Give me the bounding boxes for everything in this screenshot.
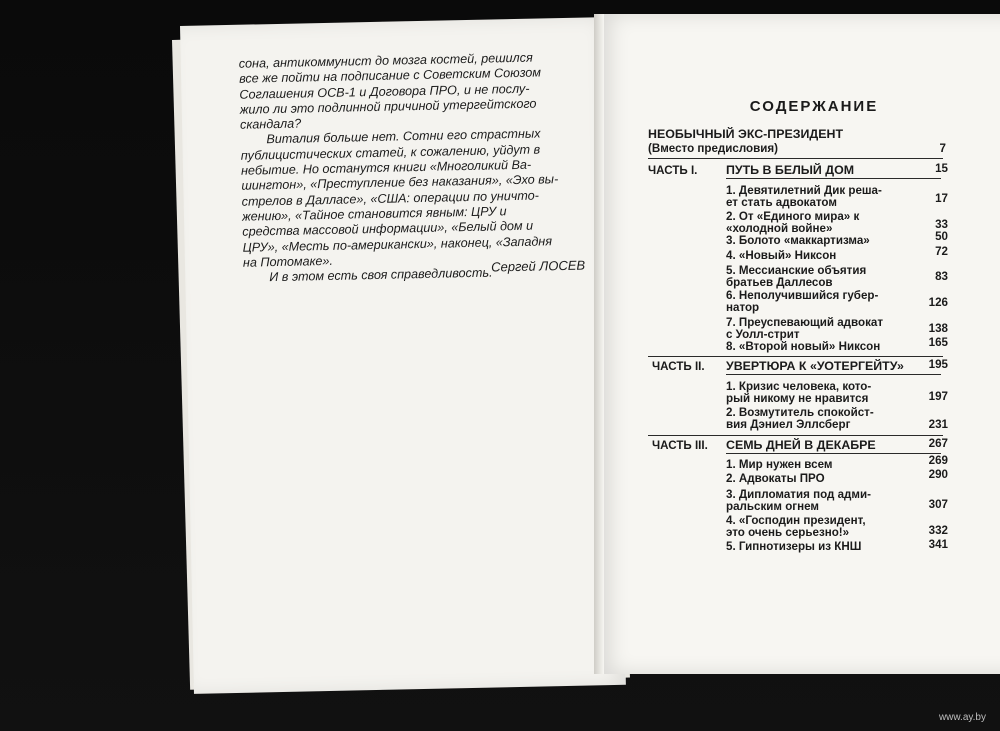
- toc-part-label: ЧАСТЬ I.: [648, 164, 698, 177]
- right-page: [596, 14, 1000, 674]
- toc-divider: [726, 374, 941, 375]
- toc-page-number: 195: [928, 358, 948, 371]
- left-line: жению», «Тайное становится явным: ЦРУ и: [241, 204, 507, 224]
- toc-page-number: 83: [935, 270, 948, 283]
- toc-divider: [726, 178, 941, 179]
- toc-page-number: 50: [935, 230, 948, 243]
- toc-item: 3. Болото «маккартизма»: [726, 234, 870, 247]
- toc-page-number: 307: [928, 498, 948, 511]
- toc-part-label: ЧАСТЬ III.: [652, 439, 708, 452]
- toc-page-number: 72: [935, 245, 948, 258]
- left-line: скандала?: [239, 116, 302, 132]
- left-line: Виталия больше нет. Сотни его страстных: [266, 126, 541, 147]
- left-page-text: [239, 50, 574, 286]
- toc-item: рый никому не нравится: [726, 392, 869, 405]
- toc-item: это очень серьезно!»: [726, 526, 850, 539]
- left-line: все же пойти на подписание с Советским Союзом: [238, 65, 542, 87]
- toc-item: ральским огнем: [726, 500, 819, 513]
- toc-page-number: 231: [928, 418, 948, 431]
- toc-divider: [648, 435, 943, 436]
- toc-item: ет стать адвокатом: [726, 196, 837, 209]
- toc-item: с Уолл-стрит: [726, 328, 800, 341]
- toc-item: 6. Неполучившийся губер-: [726, 289, 879, 302]
- toc-part-title: УВЕРТЮРА К «УОТЕРГЕЙТУ»: [726, 359, 904, 373]
- toc-page-number: 15: [935, 162, 948, 175]
- signature: Сергей ЛОСЕВ: [491, 257, 586, 275]
- toc-item: вия Дэниел Эллсберг: [726, 418, 851, 431]
- left-line: шингтон», «Преступление без наказания», «Эхо вы-: [241, 172, 559, 194]
- toc-page-number: 332: [928, 524, 948, 537]
- toc-item: «холодной войне»: [726, 222, 833, 235]
- toc-page-number: 126: [928, 296, 948, 309]
- toc-item: 1. Девятилетний Дик реша-: [726, 184, 882, 197]
- toc-part-label: ЧАСТЬ II.: [652, 360, 705, 373]
- toc-intro-title: НЕОБЫЧНЫЙ ЭКС-ПРЕЗИДЕНТ: [648, 127, 844, 141]
- toc-item: братьев Даллесов: [726, 276, 833, 289]
- left-line: стрелов в Далласе», «США: операции по уничто-: [241, 188, 539, 209]
- toc-page-number: 269: [928, 454, 948, 467]
- toc-page-number: 197: [928, 390, 948, 403]
- left-line: публицистических статей, к сожалению, уйдут в: [240, 142, 541, 163]
- toc-item: 3. Дипломатия под адми-: [726, 488, 871, 501]
- toc-page-number: 290: [928, 468, 948, 481]
- toc-item: 8. «Второй новый» Никсон: [726, 340, 881, 353]
- left-page: [180, 17, 626, 694]
- left-line: на Потомаке».: [242, 253, 334, 270]
- left-line: жило ли это подлинной причиной утергейтского: [239, 96, 537, 117]
- toc-item: 5. Гипнотизеры из КНШ: [726, 540, 862, 553]
- toc-item: 1. Кризис человека, кото-: [726, 380, 872, 393]
- toc-intro-subtitle: (Вместо предисловия): [648, 142, 779, 155]
- toc-item: натор: [726, 301, 760, 314]
- toc-page-number: 267: [928, 437, 948, 450]
- toc-item: 5. Мессианские объятия: [726, 264, 867, 277]
- toc-item: 2. От «Единого мира» к: [726, 210, 860, 223]
- left-line: ЦРУ», «Месть по-американски», наконец, «Западня: [242, 233, 553, 255]
- toc-page-number: 165: [928, 336, 948, 349]
- left-line: Соглашения ОСВ-1 и Договора ПРО, и не послу-: [239, 81, 530, 102]
- toc-item: 7. Преуспевающий адвокат: [726, 316, 884, 329]
- toc-page-number: 341: [928, 538, 948, 551]
- toc-page-number: 33: [935, 218, 948, 231]
- toc-page-number: 17: [935, 192, 948, 205]
- toc-title: СОДЕРЖАНИЕ: [749, 98, 879, 115]
- toc-item: 4. «Господин президент,: [726, 514, 866, 527]
- watermark: www.ay.by: [938, 712, 986, 723]
- toc-item: 2. Адвокаты ПРО: [726, 472, 825, 485]
- left-line: сона, антикоммунист до мозга костей, решился: [238, 50, 533, 71]
- toc-item: 1. Мир нужен всем: [726, 458, 833, 471]
- toc-item: 2. Возмутитель спокойст-: [726, 406, 874, 419]
- book-gutter: [594, 14, 604, 674]
- toc-part-title: ПУТЬ В БЕЛЫЙ ДОМ: [726, 163, 855, 177]
- left-line: И в этом есть своя справедливость.: [269, 265, 493, 285]
- toc-page-number: 7: [939, 142, 946, 155]
- toc-page-number: 138: [928, 322, 948, 335]
- toc-divider: [648, 356, 943, 357]
- table-of-contents: [596, 14, 1000, 674]
- left-line: средства массовой информации», «Белый дом и: [242, 218, 534, 240]
- toc-item: 4. «Новый» Никсон: [726, 249, 837, 262]
- toc-divider: [648, 158, 943, 159]
- toc-part-title: СЕМЬ ДНЕЙ В ДЕКАБРЕ: [726, 438, 876, 452]
- left-line: небытие. Но останутся книги «Многоликий Ва-: [240, 157, 532, 178]
